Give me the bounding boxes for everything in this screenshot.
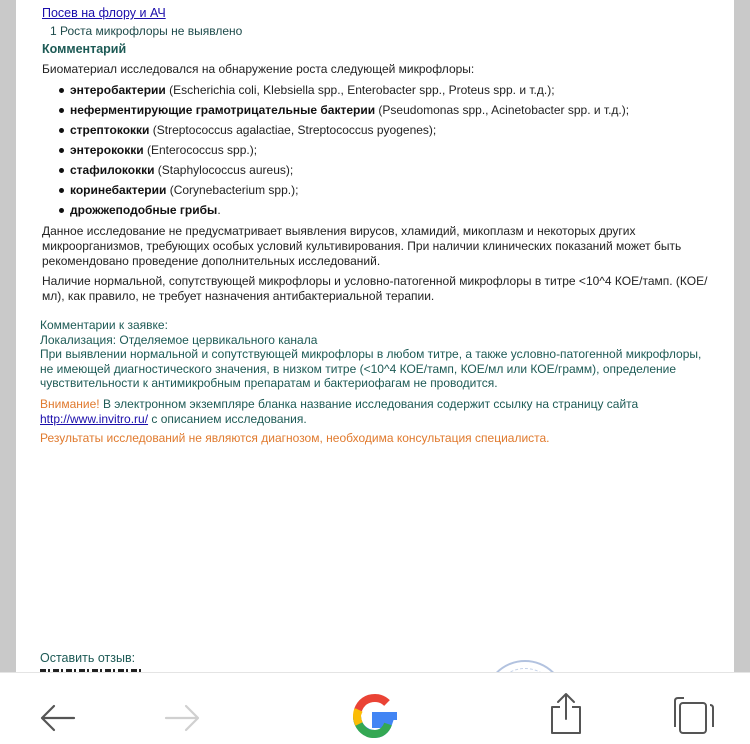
browser-toolbar	[0, 672, 750, 744]
flora-name: энтерококки	[70, 143, 144, 157]
electronic-copy-notice	[40, 397, 720, 426]
forward-button[interactable]	[160, 687, 208, 735]
flora-detail: (Corynebacterium spp.);	[166, 183, 299, 197]
flora-detail: (Escherichia coli, Klebsiella spp., Enterobacter spp., Proteus spp. и т.д.);	[165, 83, 555, 97]
flora-name: стафилококки	[70, 163, 155, 177]
tabs-icon	[670, 687, 718, 735]
comment-heading: Комментарий	[42, 42, 127, 56]
report-page	[16, 0, 734, 744]
list-item	[42, 182, 722, 202]
order-comments	[40, 318, 720, 391]
disclaimer: Результаты исследований не являются диагнозом, необходима консультация специалиста.	[40, 431, 550, 445]
flora-name: стрептококки	[70, 123, 150, 137]
flora-detail: (Streptococcus agalactiae, Streptococcus pyogenes);	[149, 123, 437, 137]
result-line: 1 Роста микрофлоры не выявлено	[50, 24, 243, 38]
arrow-left-icon	[32, 687, 80, 735]
order-comment-line: При выявлении нормальной и сопутствующей микрофлоры в любом титре, а также условно-патогенной микрофлоры,	[40, 347, 702, 362]
flora-name: дрожжеподобные грибы	[70, 203, 218, 217]
flora-name: энтеробактерии	[70, 83, 166, 97]
list-item	[42, 102, 722, 122]
warning-label: Внимание!	[40, 397, 100, 411]
notice-link-suffix: с описанием исследования.	[148, 411, 307, 426]
order-comments-title: Комментарии к заявке:	[40, 318, 168, 332]
test-name-link[interactable]: Посев на флору и АЧ	[42, 6, 166, 20]
flora-name: коринебактерии	[70, 183, 167, 197]
flora-detail: (Enterococcus spp.);	[143, 143, 258, 157]
arrow-right-icon	[160, 687, 208, 735]
list-item	[42, 142, 722, 162]
site-link[interactable]: http://www.invitro.ru/	[40, 411, 149, 426]
notice-text: В электронном экземпляре бланка название исследования содержит ссылку на страницу сайта	[99, 397, 639, 411]
flora-detail: (Pseudomonas spp., Acinetobacter spp. и т.д.);	[375, 103, 630, 117]
feedback-link[interactable]: Оставить отзыв:	[40, 651, 136, 665]
flora-list	[42, 82, 722, 222]
order-comment-line: не имеющей диагностического значения, в низком титре (<10^4 КОЕ/тамп, КОЕ/мл или КОЕ/грамм), определение	[40, 361, 677, 376]
tabs-button[interactable]	[670, 687, 718, 735]
intro-text: Биоматериал исследовался на обнаружение роста следующей микрофлоры:	[42, 62, 475, 76]
list-item	[42, 122, 722, 142]
flora-detail: (Staphylococcus aureus);	[154, 163, 294, 177]
google-button[interactable]	[343, 683, 407, 744]
share-button[interactable]	[542, 687, 590, 735]
list-item	[42, 202, 722, 222]
therapy-paragraph: Наличие нормальной, сопутствующей микрофлоры и условно-патогенной микрофлоры в титре <10^4 КОЕ/тамп. (КОЕ/мл), как правило, не требует назначения антибактериальной терапии.	[42, 274, 708, 303]
flora-name: неферментирующие грамотрицательные бактерии	[70, 103, 376, 117]
google-logo-icon	[343, 683, 407, 744]
limitations-paragraph: Данное исследование не предусматривает выявления вирусов, хламидий, микоплазм и некоторых других микроорганизмов, требующих особых условий культивирования. При наличии клинических показаний может быть рекомендовано проведение дополнительных исследований.	[42, 224, 682, 268]
list-item	[42, 82, 722, 102]
list-item	[42, 162, 722, 182]
localization-line: Локализация: Отделяемое цервикального канала	[40, 332, 318, 347]
order-comment-line: чувствительности к антимикробным препаратам и бактериофагам не проводится.	[40, 376, 498, 391]
back-button[interactable]	[32, 687, 80, 735]
share-icon	[542, 687, 590, 735]
flora-detail: .	[217, 203, 221, 217]
